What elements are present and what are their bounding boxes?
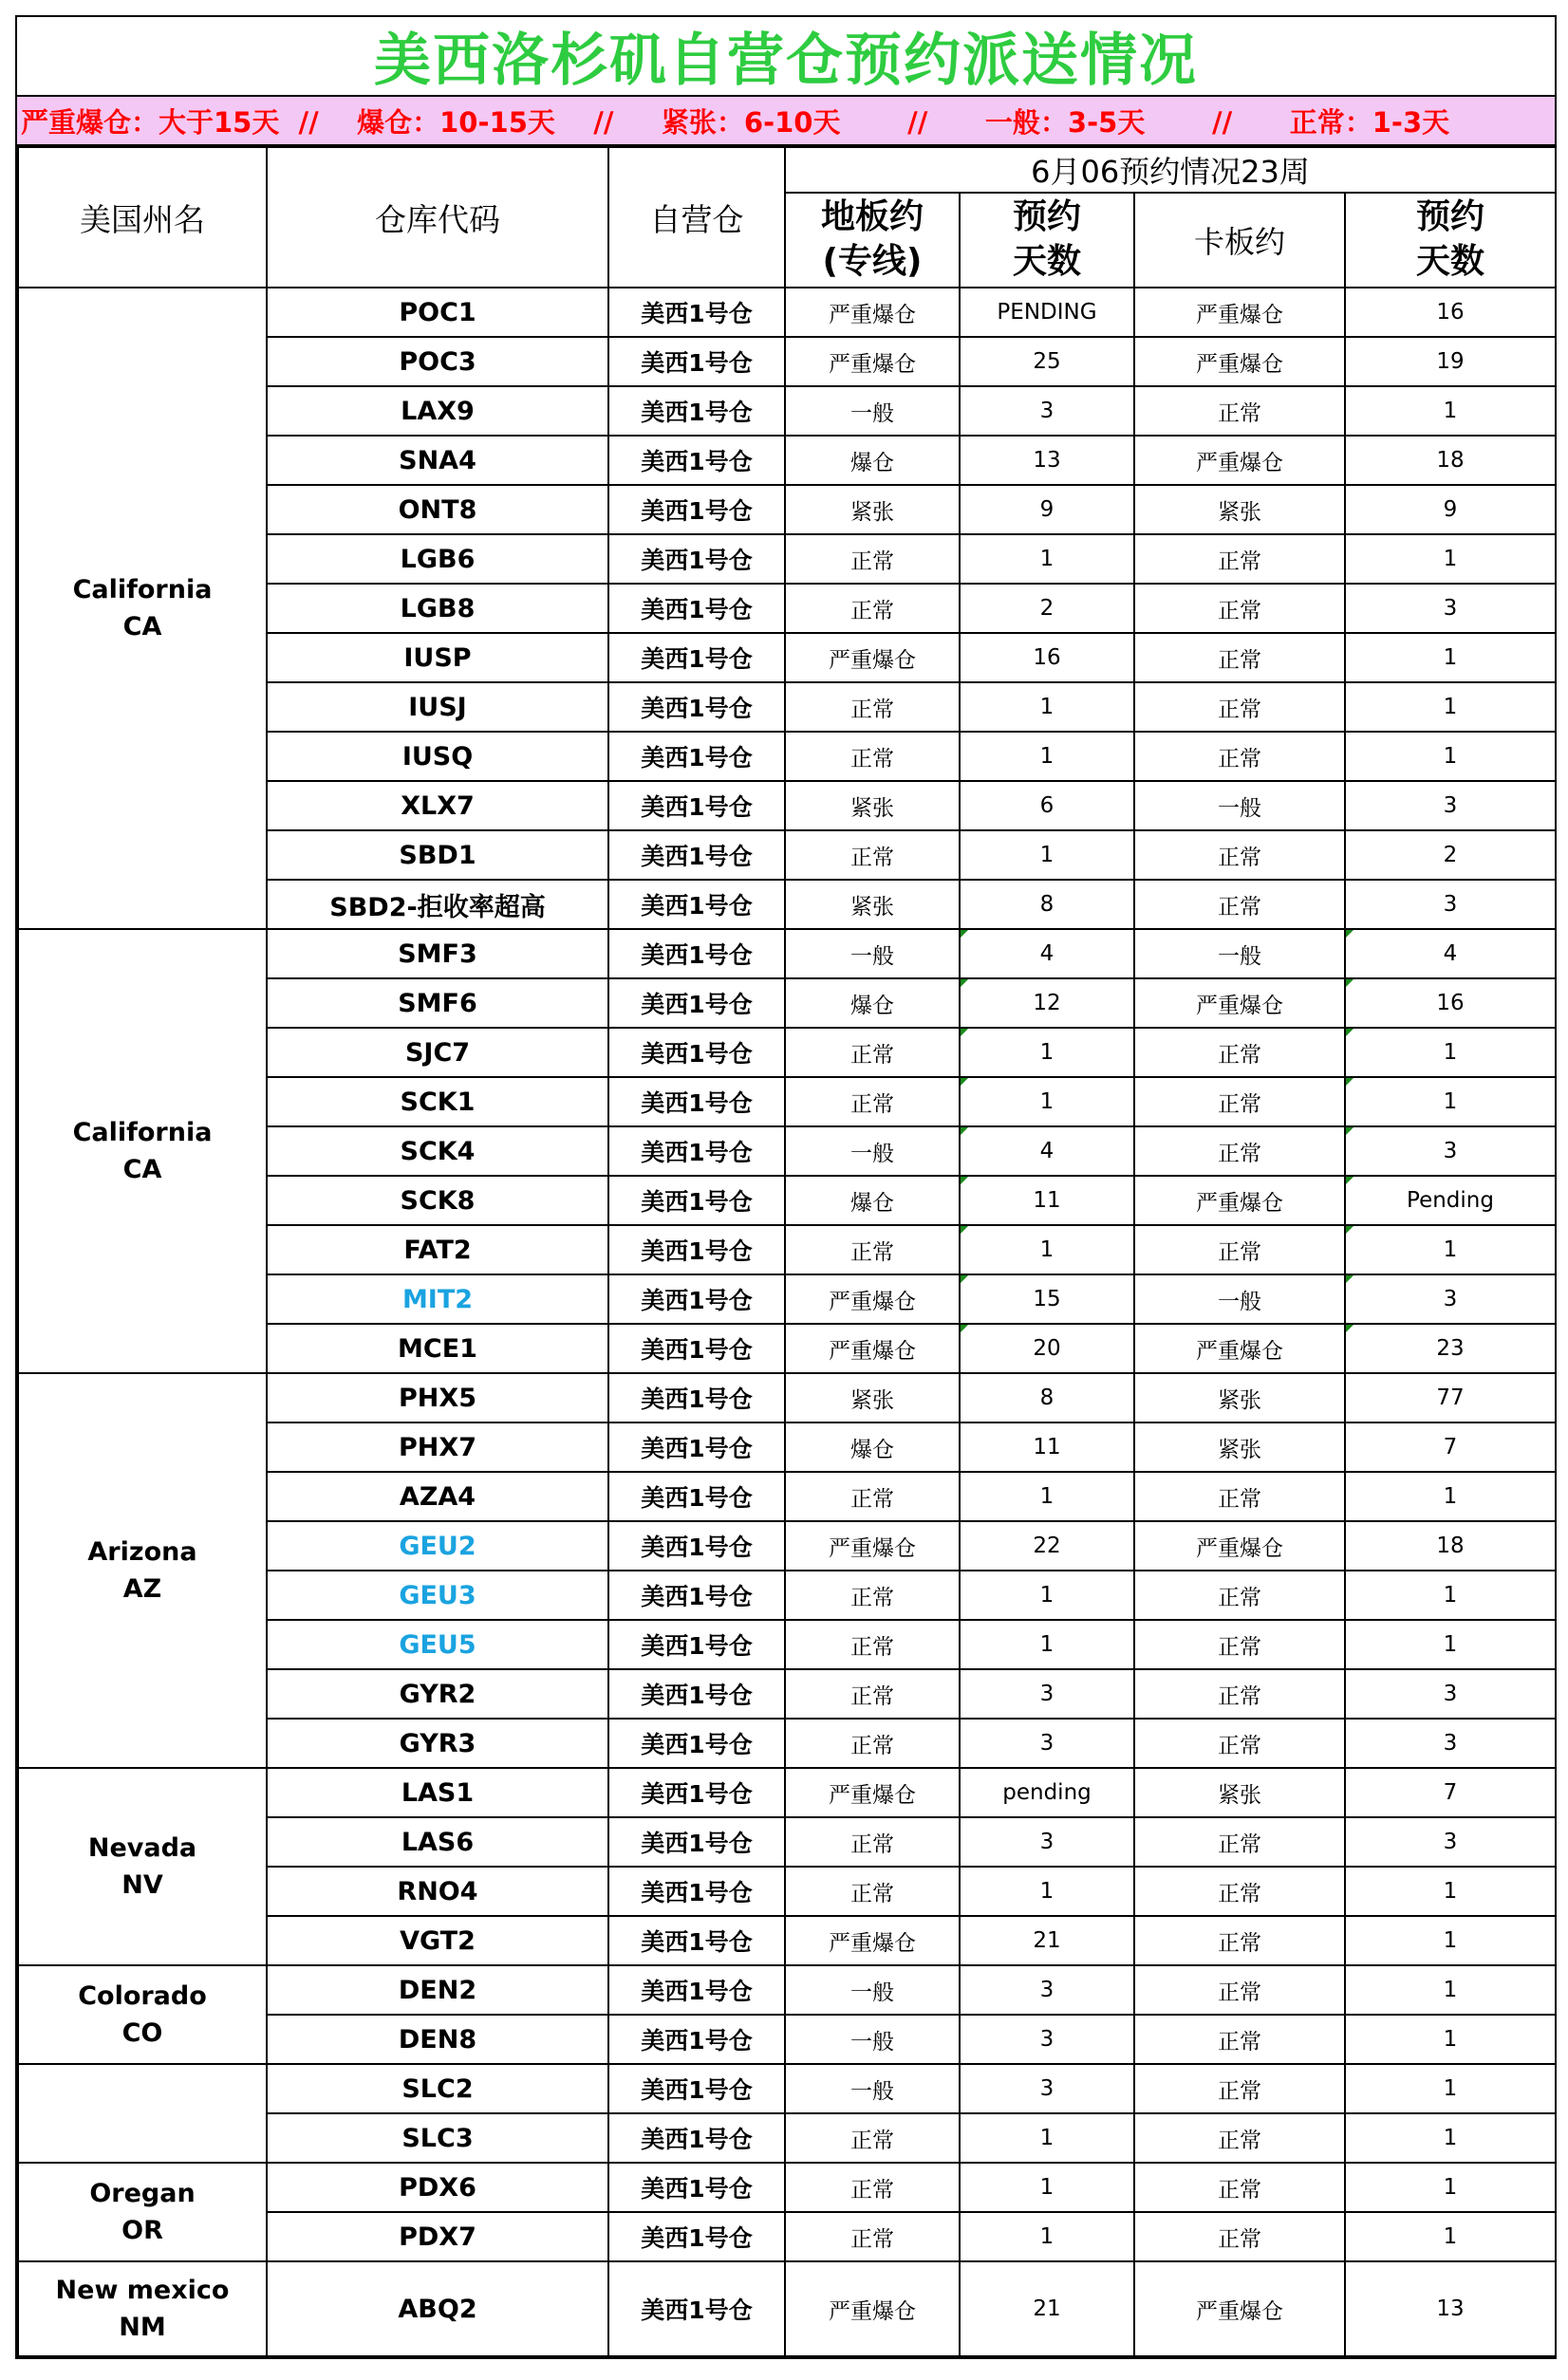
floor-status: 爆仓 <box>785 1422 960 1472</box>
floor-status: 严重爆仓 <box>785 1916 960 1965</box>
warehouse-name: 美西1号仓 <box>608 1176 785 1225</box>
table-row <box>18 1373 1556 1422</box>
warehouse-code: GEU2 <box>267 1521 608 1571</box>
floor-days: 1 <box>960 1225 1134 1274</box>
pallet-days: 77 <box>1345 1373 1556 1422</box>
pallet-days: 18 <box>1345 1521 1556 1571</box>
schedule-table <box>17 146 1557 2357</box>
warehouse-code: SCK8 <box>267 1176 608 1225</box>
pallet-status: 正常 <box>1134 2064 1345 2113</box>
pallet-status: 正常 <box>1134 1965 1345 2015</box>
pallet-days: 1 <box>1345 1916 1556 1965</box>
pallet-status: 正常 <box>1134 1028 1345 1077</box>
floor-status: 正常 <box>785 1719 960 1768</box>
warehouse-code: FAT2 <box>267 1225 608 1274</box>
pallet-status: 正常 <box>1134 1472 1345 1521</box>
floor-status: 严重爆仓 <box>785 1521 960 1571</box>
state-cell: Nevada NV <box>18 1768 267 1965</box>
floor-days: 8 <box>960 880 1134 929</box>
pallet-days: 1 <box>1345 2015 1556 2064</box>
floor-status: 正常 <box>785 1571 960 1620</box>
floor-status: 正常 <box>785 1028 960 1077</box>
page-title: 美西洛杉矶自营仓预约派送情况 <box>17 17 1555 97</box>
warehouse-name: 美西1号仓 <box>608 732 785 781</box>
warehouse-code: GEU3 <box>267 1571 608 1620</box>
pallet-days: 16 <box>1345 978 1556 1028</box>
floor-days: 3 <box>960 1669 1134 1719</box>
warehouse-code: PDX6 <box>267 2163 608 2212</box>
floor-days: 11 <box>960 1176 1134 1225</box>
table-row <box>18 1965 1556 2015</box>
floor-days: 15 <box>960 1274 1134 1324</box>
state-cell: Oregan OR <box>18 2163 267 2261</box>
floor-days: 3 <box>960 386 1134 436</box>
warehouse-code: POC3 <box>267 337 608 386</box>
floor-status: 正常 <box>785 2163 960 2212</box>
floor-status: 正常 <box>785 682 960 732</box>
header-warehouse: 自营仓 <box>608 147 785 288</box>
pallet-status: 正常 <box>1134 2163 1345 2212</box>
floor-status: 正常 <box>785 2212 960 2261</box>
floor-status: 正常 <box>785 1620 960 1669</box>
warehouse-code: PHX5 <box>267 1373 608 1422</box>
warehouse-code: ONT8 <box>267 485 608 534</box>
pallet-days: 3 <box>1345 880 1556 929</box>
pallet-days: 1 <box>1345 1867 1556 1916</box>
pallet-days: 1 <box>1345 534 1556 584</box>
pallet-status: 紧张 <box>1134 485 1345 534</box>
warehouse-code: SJC7 <box>267 1028 608 1077</box>
floor-status: 严重爆仓 <box>785 2261 960 2356</box>
warehouse-name: 美西1号仓 <box>608 337 785 386</box>
warehouse-name: 美西1号仓 <box>608 1521 785 1571</box>
table-body <box>18 288 1556 2356</box>
warehouse-name: 美西1号仓 <box>608 682 785 732</box>
table-row <box>18 288 1556 337</box>
table-row <box>18 2261 1556 2356</box>
floor-days: 1 <box>960 1620 1134 1669</box>
warehouse-name: 美西1号仓 <box>608 1472 785 1521</box>
floor-days: 12 <box>960 978 1134 1028</box>
floor-status: 一般 <box>785 386 960 436</box>
warehouse-code: IUSP <box>267 633 608 682</box>
pallet-days: 1 <box>1345 682 1556 732</box>
pallet-status: 正常 <box>1134 584 1345 633</box>
warehouse-code: LAX9 <box>267 386 608 436</box>
warehouse-name: 美西1号仓 <box>608 1867 785 1916</box>
floor-days: 1 <box>960 534 1134 584</box>
pallet-days: 1 <box>1345 1472 1556 1521</box>
warehouse-name: 美西1号仓 <box>608 2015 785 2064</box>
pallet-days: 1 <box>1345 633 1556 682</box>
floor-days: 21 <box>960 1916 1134 1965</box>
pallet-status: 严重爆仓 <box>1134 436 1345 485</box>
header-state: 美国州名 <box>18 147 267 288</box>
floor-status: 正常 <box>785 732 960 781</box>
warehouse-code: SMF6 <box>267 978 608 1028</box>
table-row <box>18 1768 1556 1817</box>
pallet-status: 严重爆仓 <box>1134 2261 1345 2356</box>
pallet-days: 1 <box>1345 1077 1556 1126</box>
warehouse-name: 美西1号仓 <box>608 880 785 929</box>
warehouse-name: 美西1号仓 <box>608 1817 785 1867</box>
floor-days: 1 <box>960 2163 1134 2212</box>
warehouse-code: SMF3 <box>267 929 608 978</box>
state-cell <box>18 2064 267 2163</box>
floor-days: 9 <box>960 485 1134 534</box>
pallet-status: 紧张 <box>1134 1422 1345 1472</box>
header-week: 6月06预约情况23周 <box>785 147 1556 193</box>
floor-status: 正常 <box>785 1867 960 1916</box>
floor-status: 紧张 <box>785 1373 960 1422</box>
pallet-status: 一般 <box>1134 1274 1345 1324</box>
pallet-status: 正常 <box>1134 1669 1345 1719</box>
warehouse-code: SBD1 <box>267 830 608 880</box>
pallet-status: 紧张 <box>1134 1768 1345 1817</box>
warehouse-code: IUSQ <box>267 732 608 781</box>
warehouse-name: 美西1号仓 <box>608 1324 785 1373</box>
floor-status: 紧张 <box>785 781 960 830</box>
floor-days: 1 <box>960 732 1134 781</box>
warehouse-name: 美西1号仓 <box>608 2113 785 2163</box>
floor-days: 3 <box>960 2015 1134 2064</box>
pallet-status: 正常 <box>1134 1620 1345 1669</box>
warehouse-name: 美西1号仓 <box>608 2064 785 2113</box>
pallet-days: 1 <box>1345 1028 1556 1077</box>
pallet-days: 1 <box>1345 386 1556 436</box>
floor-days: 3 <box>960 2064 1134 2113</box>
pallet-status: 严重爆仓 <box>1134 1176 1345 1225</box>
floor-status: 正常 <box>785 1472 960 1521</box>
floor-days: 22 <box>960 1521 1134 1571</box>
warehouse-code: LAS1 <box>267 1768 608 1817</box>
warehouse-code: DEN2 <box>267 1965 608 2015</box>
floor-days: 1 <box>960 1867 1134 1916</box>
warehouse-code: PDX7 <box>267 2212 608 2261</box>
pallet-days: 3 <box>1345 781 1556 830</box>
pallet-days: 9 <box>1345 485 1556 534</box>
pallet-status: 严重爆仓 <box>1134 337 1345 386</box>
floor-days: 11 <box>960 1422 1134 1472</box>
floor-status: 紧张 <box>785 485 960 534</box>
warehouse-name: 美西1号仓 <box>608 1274 785 1324</box>
warehouse-name: 美西1号仓 <box>608 633 785 682</box>
pallet-days: 3 <box>1345 1126 1556 1176</box>
floor-days: 25 <box>960 337 1134 386</box>
pallet-status: 正常 <box>1134 1719 1345 1768</box>
pallet-days: 1 <box>1345 732 1556 781</box>
warehouse-name: 美西1号仓 <box>608 436 785 485</box>
floor-status: 一般 <box>785 2064 960 2113</box>
warehouse-code: MIT2 <box>267 1274 608 1324</box>
warehouse-name: 美西1号仓 <box>608 2212 785 2261</box>
floor-status: 紧张 <box>785 880 960 929</box>
pallet-days: 1 <box>1345 2113 1556 2163</box>
schedule-sheet <box>15 15 1557 2359</box>
warehouse-name: 美西1号仓 <box>608 978 785 1028</box>
warehouse-name: 美西1号仓 <box>608 1965 785 2015</box>
pallet-days: 1 <box>1345 1225 1556 1274</box>
header-pallet-days: 预约 天数 <box>1345 193 1556 288</box>
floor-days: 1 <box>960 1028 1134 1077</box>
header-pallet: 卡板约 <box>1134 193 1345 288</box>
pallet-status: 正常 <box>1134 1077 1345 1126</box>
floor-status: 严重爆仓 <box>785 288 960 337</box>
pallet-status: 正常 <box>1134 2015 1345 2064</box>
pallet-days: 7 <box>1345 1768 1556 1817</box>
pallet-days: 7 <box>1345 1422 1556 1472</box>
floor-status: 一般 <box>785 1126 960 1176</box>
pallet-status: 正常 <box>1134 633 1345 682</box>
floor-days: 21 <box>960 2261 1134 2356</box>
floor-status: 一般 <box>785 1965 960 2015</box>
pallet-status: 严重爆仓 <box>1134 978 1345 1028</box>
pallet-days: Pending <box>1345 1176 1556 1225</box>
pallet-status: 正常 <box>1134 732 1345 781</box>
pallet-days: 1 <box>1345 1965 1556 2015</box>
floor-days: 1 <box>960 830 1134 880</box>
warehouse-name: 美西1号仓 <box>608 485 785 534</box>
warehouse-name: 美西1号仓 <box>608 830 785 880</box>
warehouse-code: DEN8 <box>267 2015 608 2064</box>
warehouse-code: SNA4 <box>267 436 608 485</box>
pallet-status: 正常 <box>1134 880 1345 929</box>
pallet-status: 正常 <box>1134 534 1345 584</box>
floor-status: 正常 <box>785 1669 960 1719</box>
pallet-days: 16 <box>1345 288 1556 337</box>
floor-status: 严重爆仓 <box>785 337 960 386</box>
floor-days: 4 <box>960 929 1134 978</box>
table-row <box>18 2163 1556 2212</box>
floor-status: 正常 <box>785 1225 960 1274</box>
warehouse-name: 美西1号仓 <box>608 1077 785 1126</box>
floor-status: 正常 <box>785 1817 960 1867</box>
floor-status: 一般 <box>785 929 960 978</box>
warehouse-code: SCK4 <box>267 1126 608 1176</box>
warehouse-name: 美西1号仓 <box>608 1620 785 1669</box>
pallet-status: 正常 <box>1134 1916 1345 1965</box>
floor-days: 6 <box>960 781 1134 830</box>
pallet-days: 1 <box>1345 2212 1556 2261</box>
floor-days: 2 <box>960 584 1134 633</box>
floor-days: 1 <box>960 682 1134 732</box>
pallet-days: 13 <box>1345 2261 1556 2356</box>
warehouse-name: 美西1号仓 <box>608 1719 785 1768</box>
floor-status: 爆仓 <box>785 436 960 485</box>
header-floor: 地板约 (专线) <box>785 193 960 288</box>
pallet-status: 紧张 <box>1134 1373 1345 1422</box>
warehouse-code: RNO4 <box>267 1867 608 1916</box>
pallet-status: 正常 <box>1134 2113 1345 2163</box>
pallet-status: 正常 <box>1134 1225 1345 1274</box>
pallet-days: 1 <box>1345 2064 1556 2113</box>
warehouse-name: 美西1号仓 <box>608 534 785 584</box>
floor-status: 一般 <box>785 2015 960 2064</box>
state-cell: California CA <box>18 288 267 929</box>
floor-status: 严重爆仓 <box>785 1274 960 1324</box>
floor-status: 爆仓 <box>785 1176 960 1225</box>
warehouse-code: SBD2-拒收率超高 <box>267 880 608 929</box>
floor-days: PENDING <box>960 288 1134 337</box>
floor-status: 严重爆仓 <box>785 633 960 682</box>
warehouse-code: XLX7 <box>267 781 608 830</box>
header-code: 仓库代码 <box>267 147 608 288</box>
floor-status: 正常 <box>785 2113 960 2163</box>
pallet-days: 2 <box>1345 830 1556 880</box>
floor-days: pending <box>960 1768 1134 1817</box>
warehouse-name: 美西1号仓 <box>608 386 785 436</box>
warehouse-code: GYR2 <box>267 1669 608 1719</box>
warehouse-code: MCE1 <box>267 1324 608 1373</box>
floor-days: 1 <box>960 1571 1134 1620</box>
warehouse-name: 美西1号仓 <box>608 1422 785 1472</box>
pallet-status: 正常 <box>1134 1817 1345 1867</box>
warehouse-name: 美西1号仓 <box>608 1028 785 1077</box>
pallet-status: 一般 <box>1134 929 1345 978</box>
table-row <box>18 2064 1556 2113</box>
pallet-days: 1 <box>1345 2163 1556 2212</box>
warehouse-code: AZA4 <box>267 1472 608 1521</box>
warehouse-code: PHX7 <box>267 1422 608 1472</box>
floor-days: 4 <box>960 1126 1134 1176</box>
warehouse-name: 美西1号仓 <box>608 1126 785 1176</box>
pallet-status: 正常 <box>1134 386 1345 436</box>
state-cell: New mexico NM <box>18 2261 267 2356</box>
warehouse-name: 美西1号仓 <box>608 2163 785 2212</box>
floor-days: 8 <box>960 1373 1134 1422</box>
state-cell: Arizona AZ <box>18 1373 267 1768</box>
warehouse-code: GEU5 <box>267 1620 608 1669</box>
warehouse-name: 美西1号仓 <box>608 1225 785 1274</box>
header-floor-days: 预约 天数 <box>960 193 1134 288</box>
warehouse-name: 美西1号仓 <box>608 2261 785 2356</box>
warehouse-name: 美西1号仓 <box>608 1916 785 1965</box>
warehouse-name: 美西1号仓 <box>608 929 785 978</box>
pallet-days: 4 <box>1345 929 1556 978</box>
warehouse-code: GYR3 <box>267 1719 608 1768</box>
warehouse-name: 美西1号仓 <box>608 288 785 337</box>
pallet-status: 正常 <box>1134 1126 1345 1176</box>
warehouse-name: 美西1号仓 <box>608 1373 785 1422</box>
warehouse-code: SLC2 <box>267 2064 608 2113</box>
floor-days: 1 <box>960 1077 1134 1126</box>
floor-days: 1 <box>960 2212 1134 2261</box>
state-cell: Colorado CO <box>18 1965 267 2064</box>
floor-days: 1 <box>960 2113 1134 2163</box>
pallet-days: 3 <box>1345 1817 1556 1867</box>
floor-status: 正常 <box>785 1077 960 1126</box>
pallet-days: 3 <box>1345 1274 1556 1324</box>
pallet-status: 正常 <box>1134 1867 1345 1916</box>
warehouse-code: IUSJ <box>267 682 608 732</box>
pallet-days: 23 <box>1345 1324 1556 1373</box>
pallet-days: 3 <box>1345 1719 1556 1768</box>
warehouse-code: LGB8 <box>267 584 608 633</box>
warehouse-code: ABQ2 <box>267 2261 608 2356</box>
floor-days: 3 <box>960 1719 1134 1768</box>
warehouse-code: SLC3 <box>267 2113 608 2163</box>
pallet-status: 严重爆仓 <box>1134 288 1345 337</box>
state-cell: California CA <box>18 929 267 1373</box>
pallet-days: 3 <box>1345 584 1556 633</box>
warehouse-name: 美西1号仓 <box>608 1571 785 1620</box>
warehouse-code: POC1 <box>267 288 608 337</box>
pallet-status: 正常 <box>1134 830 1345 880</box>
pallet-days: 1 <box>1345 1620 1556 1669</box>
warehouse-name: 美西1号仓 <box>608 1768 785 1817</box>
pallet-status: 正常 <box>1134 2212 1345 2261</box>
warehouse-code: LAS6 <box>267 1817 608 1867</box>
warehouse-code: LGB6 <box>267 534 608 584</box>
pallet-status: 严重爆仓 <box>1134 1521 1345 1571</box>
pallet-status: 正常 <box>1134 682 1345 732</box>
warehouse-name: 美西1号仓 <box>608 781 785 830</box>
floor-status: 严重爆仓 <box>785 1768 960 1817</box>
pallet-status: 一般 <box>1134 781 1345 830</box>
floor-days: 20 <box>960 1324 1134 1373</box>
status-legend: 严重爆仓：大于15天 // 爆仓：10-15天 // 紧张：6-10天 // 一般：3-5天 // 正常：1-3天 <box>17 97 1555 146</box>
floor-days: 1 <box>960 1472 1134 1521</box>
pallet-days: 18 <box>1345 436 1556 485</box>
warehouse-name: 美西1号仓 <box>608 584 785 633</box>
floor-days: 3 <box>960 1817 1134 1867</box>
table-row <box>18 929 1556 978</box>
floor-status: 正常 <box>785 830 960 880</box>
pallet-days: 19 <box>1345 337 1556 386</box>
warehouse-name: 美西1号仓 <box>608 1669 785 1719</box>
pallet-days: 1 <box>1345 1571 1556 1620</box>
floor-days: 13 <box>960 436 1134 485</box>
floor-days: 3 <box>960 1965 1134 2015</box>
warehouse-code: SCK1 <box>267 1077 608 1126</box>
pallet-days: 3 <box>1345 1669 1556 1719</box>
floor-status: 爆仓 <box>785 978 960 1028</box>
floor-status: 正常 <box>785 584 960 633</box>
floor-status: 严重爆仓 <box>785 1324 960 1373</box>
warehouse-code: VGT2 <box>267 1916 608 1965</box>
pallet-status: 正常 <box>1134 1571 1345 1620</box>
floor-days: 16 <box>960 633 1134 682</box>
pallet-status: 严重爆仓 <box>1134 1324 1345 1373</box>
floor-status: 正常 <box>785 534 960 584</box>
